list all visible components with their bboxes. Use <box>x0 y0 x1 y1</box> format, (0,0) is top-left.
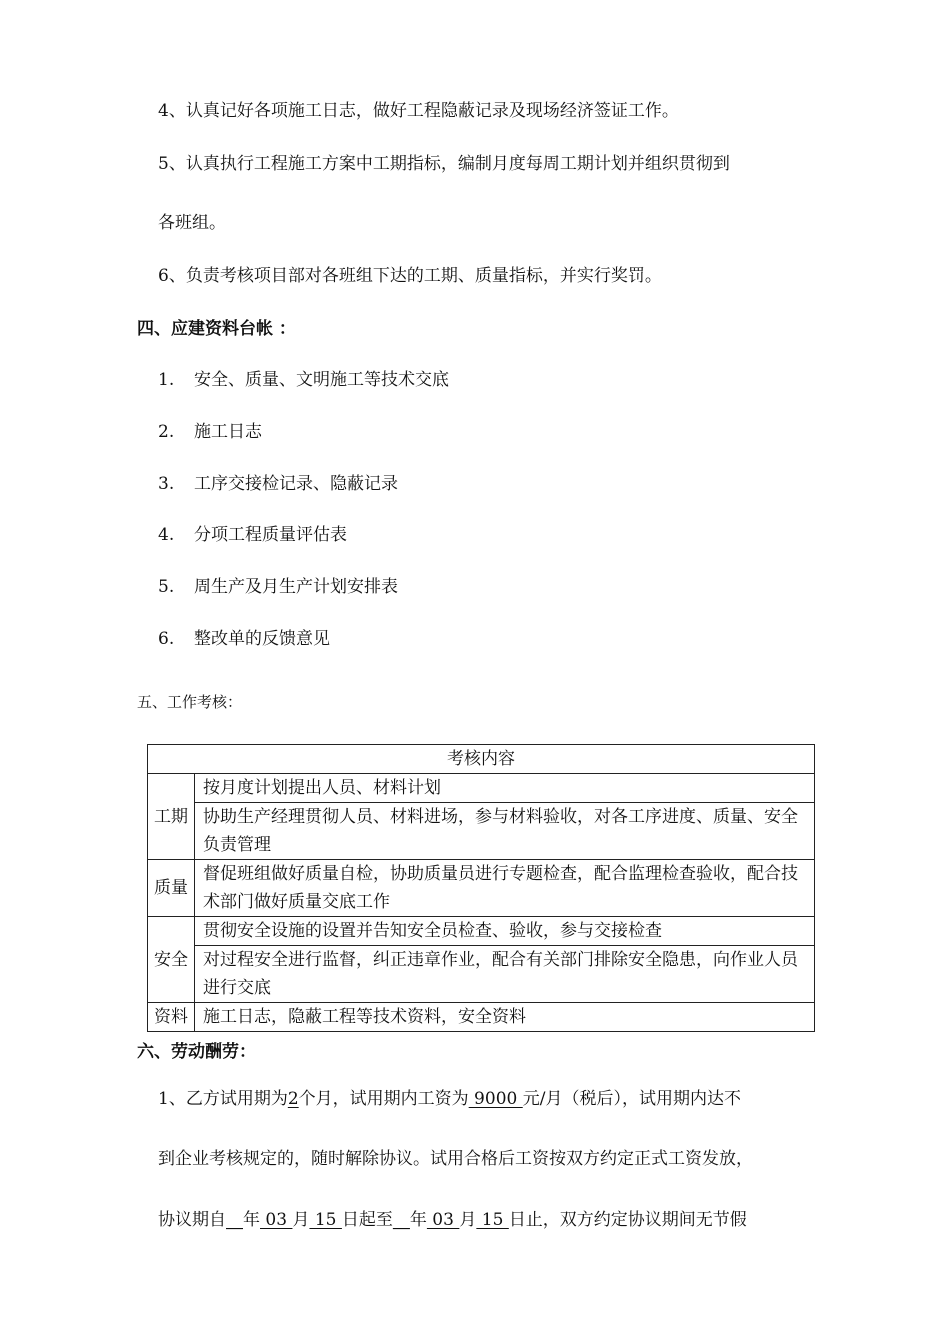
section4-title: 四、应建资料台帐 ： <box>137 319 296 339</box>
text-run: 个月，试用期内工资为 <box>298 1089 469 1109</box>
ledger-item <box>158 368 449 392</box>
ledger-item-text: 施工日志 <box>194 422 262 442</box>
ledger-item-num: 2. <box>158 422 175 442</box>
start-month: 03 <box>260 1210 293 1230</box>
table-row <box>148 1003 815 1032</box>
text-run: 元/月（税后），试用期内达不 <box>522 1089 741 1109</box>
table-row <box>148 946 815 1003</box>
table-row <box>148 803 815 860</box>
category-cell: 资料 <box>148 1003 195 1032</box>
table-row <box>148 917 815 946</box>
text-run: 年 <box>409 1210 427 1230</box>
table-header: 考核内容 <box>148 745 815 774</box>
table-header-row <box>148 745 815 774</box>
assessment-table <box>147 744 815 1032</box>
category-cell: 质量 <box>148 860 195 917</box>
text-run: 年 <box>243 1210 260 1230</box>
text-run: 协议期自 <box>158 1210 226 1230</box>
text-run: 月 <box>459 1210 477 1230</box>
ledger-item-num: 3. <box>158 474 175 494</box>
text-run: 日止，双方约定协议期间无节假 <box>508 1210 747 1230</box>
assessment-item: 按月度计划提出人员、材料计划 <box>195 774 815 803</box>
start-day: 15 <box>309 1210 342 1230</box>
probation-months: 2 <box>287 1089 299 1109</box>
ledger-item-num: 6. <box>158 629 175 649</box>
agreement-period <box>158 1208 747 1232</box>
probation-salary: 9000 <box>468 1089 523 1109</box>
end-month: 03 <box>426 1210 460 1230</box>
assessment-item: 施工日志，隐蔽工程等技术资料，安全资料 <box>195 1003 815 1032</box>
ledger-item-num: 4. <box>158 525 175 545</box>
ledger-item-text: 整改单的反馈意见 <box>194 629 330 649</box>
end-year-blank: __ <box>392 1210 410 1230</box>
table-row <box>148 774 815 803</box>
assessment-item: 协助生产经理贯彻人员、材料进场，参与材料验收，对各工序进度、质量、安全负责管理 <box>195 803 815 860</box>
duty-item-5: 5、认真执行工程施工方案中工期指标，编制月度每周工期计划并组织贯彻到 <box>158 154 730 174</box>
probation-paragraph <box>158 1087 741 1111</box>
assessment-item: 督促班组做好质量自检，协助质量员进行专题检查，配合监理检查验收，配合技术部门做好质量交底工作 <box>195 860 815 917</box>
ledger-item <box>158 472 398 496</box>
category-cell: 安全 <box>148 917 195 1003</box>
ledger-item <box>158 627 330 651</box>
text-run: 1、乙方试用期为 <box>158 1089 288 1109</box>
text-run: 日起至 <box>341 1210 393 1230</box>
ledger-item-text: 安全、质量、文明施工等技术交底 <box>194 370 449 390</box>
duty-item-6: 6、负责考核项目部对各班组下达的工期、质量指标，并实行奖罚。 <box>158 266 662 286</box>
duty-item-4: 4、认真记好各项施工日志，做好工程隐蔽记录及现场经济签证工作。 <box>158 101 679 121</box>
section6-title: 六、劳动酬劳： <box>137 1042 256 1062</box>
start-year-blank: __ <box>226 1210 243 1230</box>
ledger-item-text: 分项工程质量评估表 <box>194 525 347 545</box>
assessment-item: 对过程安全进行监督，纠正违章作业，配合有关部门排除安全隐患，向作业人员进行交底 <box>195 946 815 1003</box>
ledger-item-num: 5. <box>158 577 175 597</box>
salary-paragraph: 到企业考核规定的，随时解除协议。试用合格后工资按双方约定正式工资发放， <box>158 1149 753 1169</box>
table-row <box>148 860 815 917</box>
ledger-item <box>158 575 398 599</box>
ledger-item-num: 1. <box>158 370 175 390</box>
ledger-item-text: 周生产及月生产计划安排表 <box>194 577 398 597</box>
ledger-item <box>158 523 347 547</box>
text-run: 月 <box>292 1210 310 1230</box>
category-cell: 工期 <box>148 774 195 860</box>
end-day: 15 <box>476 1210 509 1230</box>
assessment-item: 贯彻安全设施的设置并告知安全员检查、验收，参与交接检查 <box>195 917 815 946</box>
ledger-item <box>158 420 262 444</box>
duty-item-5-cont: 各班组。 <box>158 213 226 233</box>
ledger-item-text: 工序交接检记录、隐蔽记录 <box>194 474 398 494</box>
section5-title: 五、工作考核： <box>137 693 243 711</box>
